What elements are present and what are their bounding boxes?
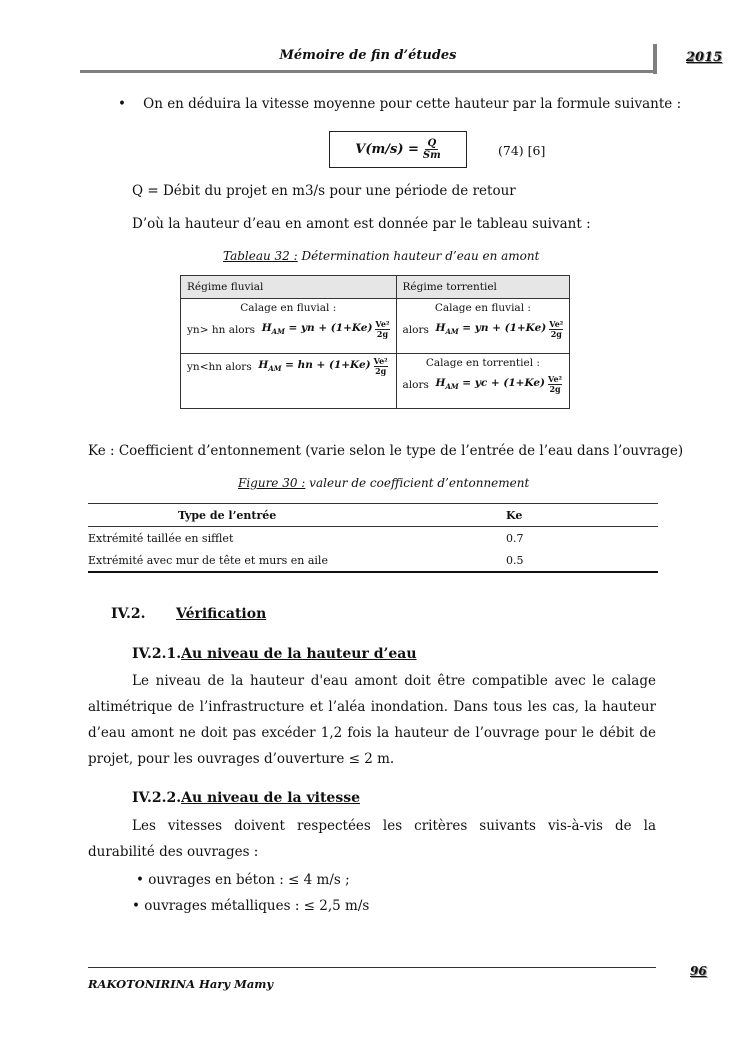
fluvial-condition-1: yn> hn alors (187, 323, 256, 336)
list-item: • ouvrages métalliques : ≤ 2,5 m/s (132, 898, 370, 914)
figure30-caption-text: valeur de coefficient d’entonnement (305, 476, 530, 490)
list-item: • ouvrages en béton : ≤ 4 m/s ; (136, 872, 350, 888)
table32-cell-torrentiel-1 (396, 299, 570, 354)
footer-rule (88, 967, 656, 968)
torrent-condition-2: alors (402, 378, 429, 391)
velocity-formula (329, 131, 467, 168)
subsection-1-paragraph (88, 668, 656, 772)
ke-row-type: Extrémité taillée en sifflet (88, 531, 234, 545)
ke-header-type: Type de l’entrée (178, 508, 277, 522)
header-rule (80, 70, 656, 73)
subsection-2-heading (132, 790, 360, 806)
formula-reference: (74) [6] (498, 143, 546, 158)
footer-author: RAKOTONIRINA Hary Mamy (88, 977, 274, 991)
bullet-icon: • (118, 96, 144, 112)
table32-caption-label: Tableau 32 : (223, 249, 298, 263)
table32-header-torrentiel: Régime torrentiel (396, 276, 570, 299)
torrent-title-1: Calage en fluvial : (434, 302, 531, 314)
paragraph-text: Les vitesses doivent respectées les critères suivants vis-à-vis de la durabilité des ouvrages : (88, 818, 656, 860)
formula-denominator: Sm (422, 150, 441, 161)
table-intro: D’où la hauteur d’eau en amont est donnée par le tableau suivant : (132, 216, 591, 232)
subsection-2-number: IV.2.2. (132, 790, 182, 806)
table32 (180, 275, 570, 409)
ke-row-value: 0.7 (506, 531, 524, 545)
section-title: Vérification (176, 606, 267, 622)
torrent-condition-1: alors (402, 323, 429, 336)
table-row (88, 549, 658, 571)
ke-row-value: 0.5 (506, 553, 524, 567)
bullet-line (118, 95, 681, 113)
ke-table-header (88, 504, 658, 526)
fluvial-formula-1: $H_{AM}$ = yn + (1+Ke) (261, 322, 373, 337)
section-number: IV.2. (111, 606, 146, 622)
subsection-2-paragraph (88, 813, 656, 865)
header-year: 2015 (686, 50, 723, 65)
formula-lhs: V(m/s) = (355, 142, 419, 157)
fluvial-condition-2: yn<hn alors (187, 360, 252, 373)
formula-fraction (423, 138, 441, 161)
torrent-rule-1 (403, 320, 564, 339)
table32-cell-fluvial-1 (181, 299, 397, 354)
subsection-1-heading (132, 646, 417, 662)
q-definition: Q = Débit du projet en m3/s pour une période de retour (132, 183, 516, 199)
table-row (88, 527, 658, 549)
subsection-1-number: IV.2.1. (132, 646, 182, 662)
figure30-caption (238, 476, 529, 490)
table32-cell-fluvial-2 (181, 354, 397, 409)
table32-caption-text: Détermination hauteur d’eau en amont (297, 249, 540, 263)
torrent-rule-2 (403, 375, 564, 394)
bullet-text: On en déduira la vitesse moyenne pour cette hauteur par la formule suivante : (143, 96, 682, 112)
paragraph-text: Le niveau de la hauteur d'eau amont doit être compatible avec le calage altimétrique de l’infrastructure et l’aléa inondation. Dans tous les cas, la hauteur d’eau amont ne doit pas excéder 1,2 fois la hauteur de l’ouvrage pour le débit de projet, pour les ouvrages d’ouverture ≤ 2 m. (88, 673, 656, 767)
torrent-fraction-1: Ve² 2g (549, 319, 564, 339)
header-title: Mémoire de fin d’études (279, 48, 457, 63)
torrent-formula-2: $H_{AM}$ = yc + (1+Ke) (435, 377, 545, 392)
table32-header-fluvial: Régime fluvial (181, 276, 397, 299)
fluvial-fraction-1: Ve² 2g (375, 319, 390, 339)
figure30-caption-label: Figure 30 : (238, 476, 306, 490)
ke-table (88, 503, 658, 573)
subsection-1-title: Au niveau de la hauteur d’eau (181, 646, 417, 662)
fluvial-title: Calage en fluvial : (240, 302, 337, 314)
fluvial-fraction-2: Ve² 2g (373, 356, 388, 376)
header-divider (653, 44, 657, 74)
table32-cell-torrentiel-2 (396, 354, 570, 409)
formula-numerator: Q (427, 138, 437, 149)
ke-row-type: Extrémité avec mur de tête et murs en aile (88, 553, 328, 567)
fluvial-rule-2 (187, 357, 390, 376)
page-number: 96 (690, 964, 707, 978)
subsection-2-title: Au niveau de la vitesse (181, 790, 360, 806)
fluvial-formula-2: $H_{AM}$ = hn + (1+Ke) (258, 359, 371, 374)
fluvial-rule-1 (187, 320, 390, 339)
ke-definition: Ke : Coefficient d’entonnement (varie selon le type de l’entrée de l’eau dans l’ouvrage) (88, 443, 684, 459)
torrent-formula-1: $H_{AM}$ = yn + (1+Ke) (435, 322, 547, 337)
ke-table-bottom-rule (88, 571, 658, 573)
table32-caption (223, 249, 539, 263)
torrent-fraction-2: Ve² 2g (547, 374, 563, 394)
ke-header-ke: Ke (506, 508, 523, 522)
torrent-title-2: Calage en torrentiel : (425, 357, 540, 369)
